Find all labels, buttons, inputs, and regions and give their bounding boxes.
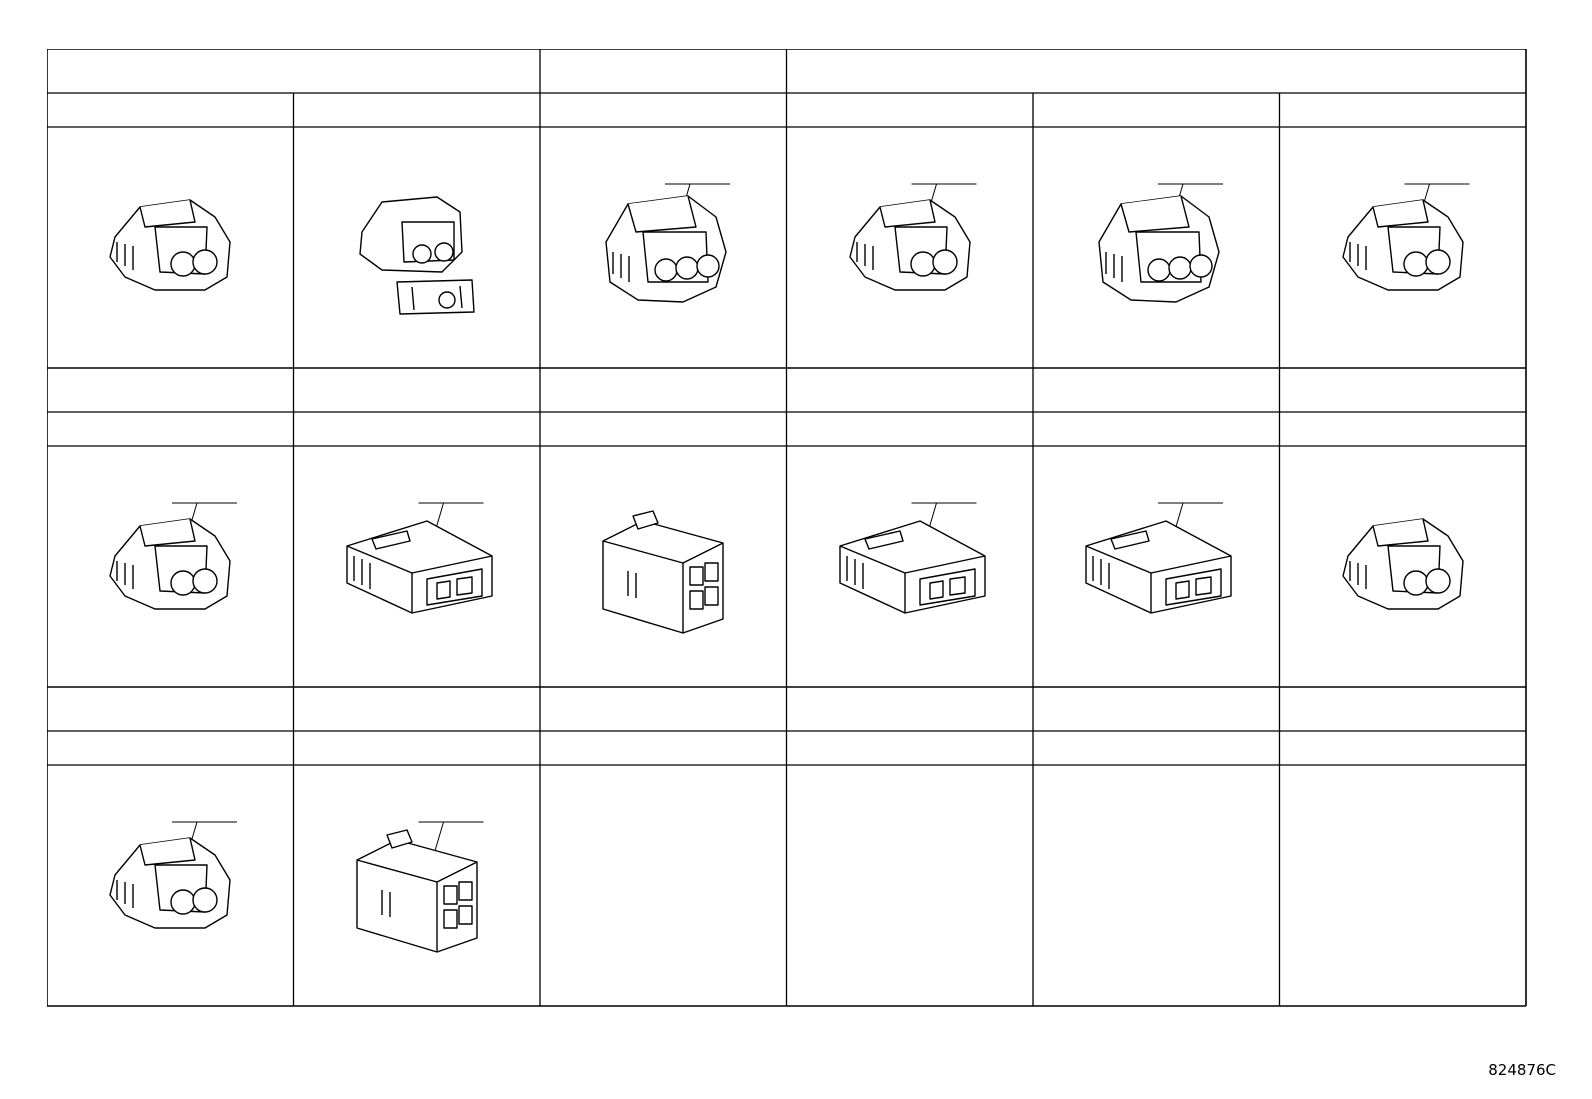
connector-2pin-round-icon [95,501,245,625]
section-title [294,368,541,412]
connector-2pin-bracket-icon [342,182,492,336]
connector-2pin-flat-icon [332,501,502,625]
part-number [787,412,1034,446]
section-title [540,368,787,412]
section-title [787,49,1527,93]
connector-2pin-round-icon [95,820,245,944]
connector-2pin-flat-icon [1071,501,1241,625]
connector-3pin-round-icon [588,182,738,316]
table-grid-lines [47,49,1539,1028]
connector-2pin-round-icon [1328,182,1478,306]
connector-2pin-flat-icon [825,501,995,625]
section-title [1033,368,1280,412]
part-number [787,93,1034,127]
part-number [540,412,787,446]
part-number [1280,412,1527,446]
part-number [294,412,541,446]
section-title [540,49,787,93]
part-number [540,731,787,765]
diagram-code: 824876C [1488,1061,1556,1079]
section-title [47,368,294,412]
part-number [47,731,294,765]
part-number [787,731,1034,765]
connector-2pin-round-icon [1328,501,1478,625]
section-title [1280,687,1527,731]
part-number [294,93,541,127]
section-title [47,49,540,93]
section-title [1280,368,1527,412]
connector-table [47,49,1539,1028]
section-title [294,687,541,731]
part-number [1033,93,1280,127]
section-title [540,687,787,731]
section-title [787,687,1034,731]
section-title [47,687,294,731]
part-number [294,731,541,765]
connector-2pin-round-icon [95,182,245,306]
part-number [1280,731,1527,765]
section-title [787,368,1034,412]
part-number [1033,412,1280,446]
part-number [540,93,787,127]
connector-2pin-round-icon [835,182,985,306]
part-number [1280,93,1527,127]
part-number [47,93,294,127]
connector-4pin-square-icon [588,501,738,645]
connector-4pin-square-icon [342,820,492,964]
section-title [1033,687,1280,731]
part-number [47,412,294,446]
connector-3pin-round-icon [1081,182,1231,316]
part-number [1033,731,1280,765]
